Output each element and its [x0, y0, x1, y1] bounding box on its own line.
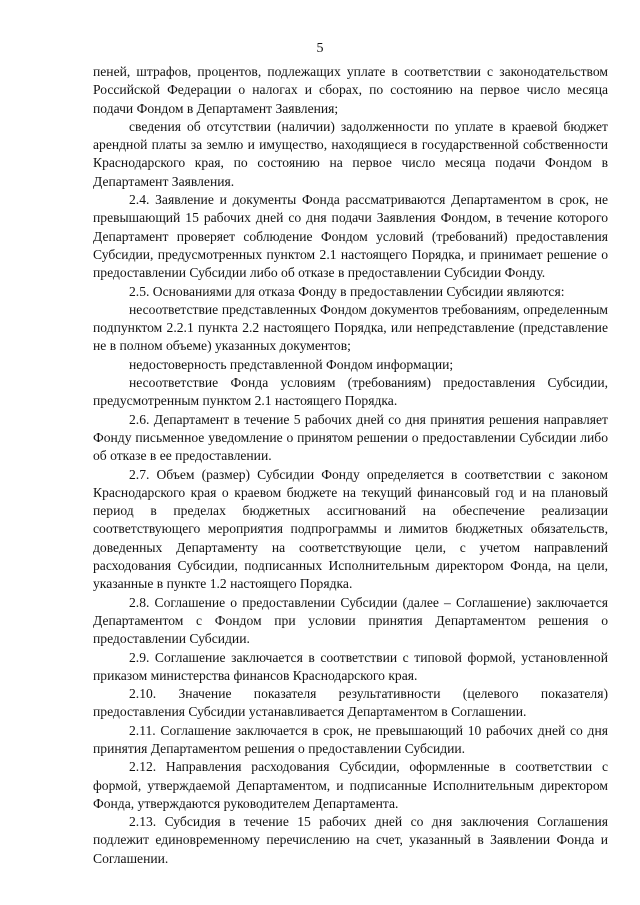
document-body	[93, 63, 608, 868]
paragraph-2-6: 2.6. Департамент в течение 5 рабочих дней со дня принятия решения направляет Фонду письменное уведомление о принятом решении о предоставлении Субсидии либо об отказе в ее предоставлении.	[93, 411, 608, 464]
page-number: 5	[316, 41, 324, 56]
paragraph: сведения об отсутствии (наличии) задолженности по уплате в краевой бюджет арендной платы за землю и имущество, находящиеся в государственной собственности Краснодарского края, по состоянию на первое число месяца подачи Фондом в Департамент Заявления.	[93, 118, 608, 189]
paragraph-2-11: 2.11. Соглашение заключается в срок, не превышающий 10 рабочих дней со дня принятия Департаментом решения о предоставлении Субсидии.	[93, 722, 608, 756]
paragraph-2-12: 2.12. Направления расходования Субсидии, оформленные в соответствии с формой, утверждаемой Департаментом, и подписанные Исполнительным директором Фонда, утверждаются руководителем Департамента.	[93, 759, 608, 811]
paragraph-2-10: 2.10. Значение показателя результативности (целевого показателя) предоставления Субсидии устанавливается Департаментом в Соглашении.	[93, 686, 608, 720]
paragraph-2-7: 2.7. Объем (размер) Субсидии Фонду определяется в соответствии с законом Краснодарского края о краевом бюджете на текущий финансовый год и на плановый период в пределах бюджетных ассигнований на обеспечение реализации соответствующего мероприятия подпрограммы и лимитов бюджетных обязательств, доведенных Департаменту на соответствующие цели, с учетом направлений расходования Субсидии, подписанных Исполнительным директором Фонда, на цели, указанные в пункте 1.2 настоящего Порядка.	[93, 466, 608, 592]
paragraph: несоответствие представленных Фондом документов требованиям, определенным подпунктом 2.2.1 пункта 2.2 настоящего Порядка, или непредставление (представление не в полном объеме) указанных документов;	[93, 301, 608, 354]
paragraph: несоответствие Фонда условиям (требованиям) предоставления Субсидии, предусмотренным пунктом 2.1 настоящего Порядка.	[93, 375, 608, 409]
paragraph-2-9: 2.9. Соглашение заключается в соответствии с типовой формой, установленной приказом министерства финансов Краснодарского края.	[93, 649, 608, 683]
paragraph-continuation: пеней, штрафов, процентов, подлежащих уплате в соответствии с законодательством Российской Федерации о налогах и сборах, по состоянию на первое число месяца подачи Фондом в Департамент Заявления;	[93, 64, 608, 116]
paragraph-2-13: 2.13. Субсидия в течение 15 рабочих дней со дня заключения Соглашения подлежит единовременному перечислению на счет, указанный в Заявлении Фонда и Соглашении.	[93, 814, 608, 866]
paragraph-2-8: 2.8. Соглашение о предоставлении Субсидии (далее – Соглашение) заключается Департаментом с Фондом при условии принятия Департаментом решения о предоставлении Субсидии.	[93, 594, 608, 647]
paragraph-2-4: 2.4. Заявление и документы Фонда рассматриваются Департаментом в срок, не превышающий 15 рабочих дней со дня подачи Заявления Фондом, в течение которого Департамент проверяет соблюдение Фондом условий (требований) предоставления Субсидии, предусмотренных пунктом 2.1 настоящего Порядка, и принимает решение о предоставлении Субсидии либо об отказе в предоставлении Субсидии Фонду.	[93, 192, 608, 281]
paragraph-2-5: 2.5. Основаниями для отказа Фонду в предоставлении Субсидии являются:	[129, 283, 565, 299]
paragraph: недостоверность представленной Фондом информации;	[129, 356, 454, 372]
